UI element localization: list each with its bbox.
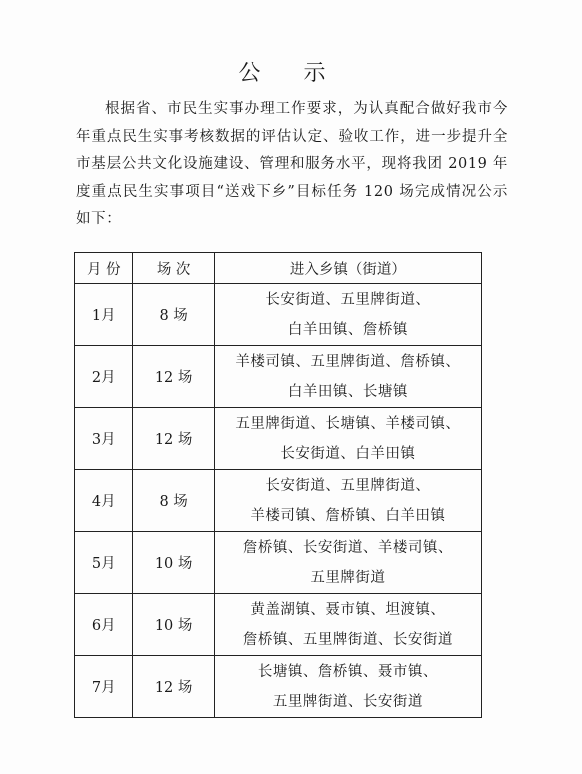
header-towns: 进入乡镇（街道） — [214, 253, 481, 284]
towns-line-2: 长安街道、白羊田镇 — [280, 445, 416, 462]
table-row — [75, 470, 482, 532]
cell-count: 8 场 — [133, 470, 214, 532]
header-month: 月 份 — [75, 253, 133, 284]
cell-count: 12 场 — [133, 346, 214, 408]
towns-line-1: 黄盖湖镇、聂市镇、坦渡镇、 — [250, 601, 446, 618]
cell-towns — [214, 594, 481, 656]
cell-month: 3月 — [75, 408, 133, 470]
cell-month: 4月 — [75, 470, 133, 532]
cell-count: 10 场 — [133, 532, 214, 594]
cell-count: 8 场 — [133, 284, 214, 346]
cell-month: 7月 — [75, 656, 133, 718]
towns-line-1: 羊楼司镇、五里牌街道、詹桥镇、 — [235, 353, 461, 370]
towns-line-2: 詹桥镇、五里牌街道、长安街道 — [242, 631, 453, 648]
towns-line-2: 五里牌街道、长安街道 — [272, 693, 423, 710]
cell-count: 12 场 — [133, 408, 214, 470]
cell-count: 10 场 — [133, 594, 214, 656]
table-header-row — [75, 253, 482, 284]
header-count: 场 次 — [133, 253, 214, 284]
cell-towns — [214, 470, 481, 532]
towns-line-2: 羊楼司镇、詹桥镇、白羊田镇 — [250, 507, 446, 524]
table-row — [75, 656, 482, 718]
cell-towns — [214, 532, 481, 594]
towns-line-2: 白羊田镇、长塘镇 — [287, 383, 408, 400]
towns-line-1: 詹桥镇、长安街道、羊楼司镇、 — [242, 539, 453, 556]
cell-towns — [214, 656, 481, 718]
table-row — [75, 532, 482, 594]
cell-month: 1月 — [75, 284, 133, 346]
table-row — [75, 594, 482, 656]
cell-towns — [214, 284, 481, 346]
cell-month: 6月 — [75, 594, 133, 656]
cell-towns — [214, 346, 481, 408]
cell-month: 2月 — [75, 346, 133, 408]
cell-towns — [214, 408, 481, 470]
towns-line-1: 长安街道、五里牌街道、 — [265, 291, 431, 308]
towns-line-1: 长塘镇、詹桥镇、聂市镇、 — [257, 663, 438, 680]
schedule-table — [74, 252, 482, 718]
table-row — [75, 284, 482, 346]
towns-line-1: 长安街道、五里牌街道、 — [265, 477, 431, 494]
cell-month: 5月 — [75, 532, 133, 594]
table-row — [75, 346, 482, 408]
towns-line-2: 白羊田镇、詹桥镇 — [287, 321, 408, 338]
page-title: 公 示 — [238, 61, 344, 86]
table-body — [75, 284, 482, 718]
table-row — [75, 408, 482, 470]
intro-paragraph: 根据省、市民生实事办理工作要求，为认真配合做好我市今年重点民生实事考核数据的评估认定、验收工作，进一步提升全市基层公共文化设施建设、管理和服务水平，现将我团 2019 年度重点民生实事项目“送戏下乡”目标任务 120 场完成情况公示如下： — [76, 101, 508, 227]
towns-line-1: 五里牌街道、长塘镇、羊楼司镇、 — [235, 415, 461, 432]
towns-line-2: 五里牌街道 — [310, 569, 386, 586]
cell-count: 12 场 — [133, 656, 214, 718]
